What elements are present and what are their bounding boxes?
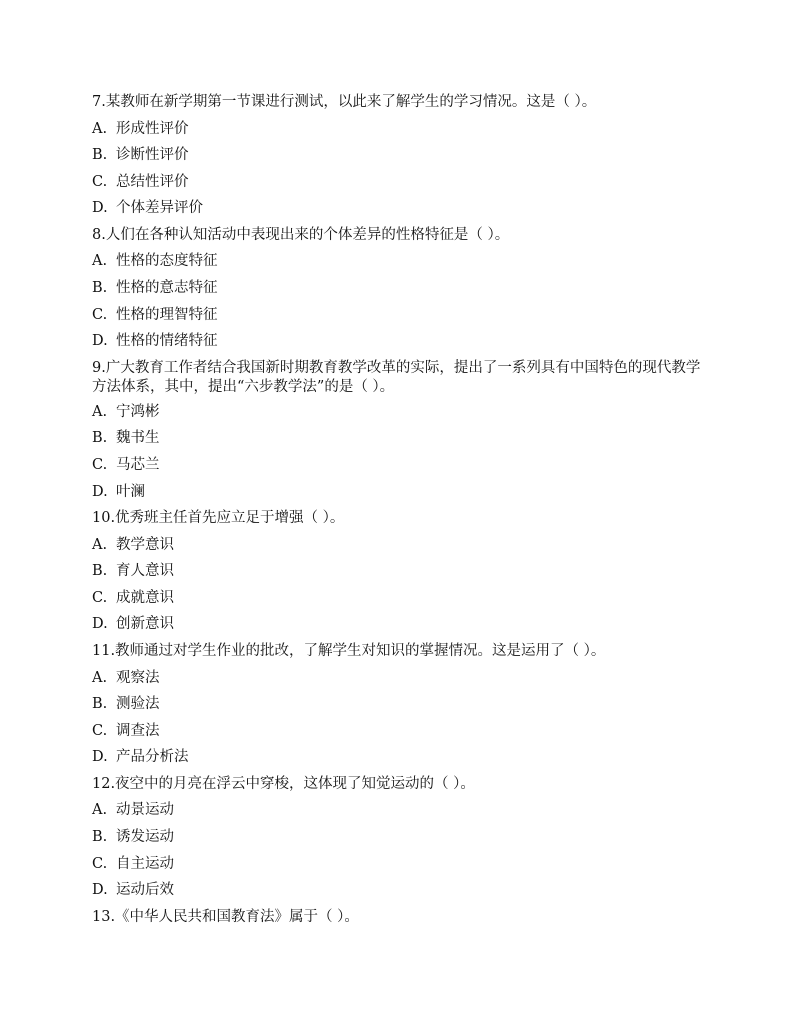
option-item [92, 559, 708, 586]
question-block [92, 90, 708, 223]
option-letter: C. [92, 306, 108, 323]
option-item [92, 612, 708, 639]
option-text: 马芯兰 [116, 456, 160, 473]
option-letter: B. [92, 696, 108, 713]
option-letter: C. [92, 456, 108, 473]
option-letter: C. [92, 589, 108, 606]
option-item [92, 249, 708, 276]
option-text: 诱发运动 [116, 828, 174, 845]
option-text: 自主运动 [116, 855, 174, 872]
option-letter: B. [92, 828, 108, 845]
option-letter: A. [92, 802, 108, 819]
option-text: 育人意识 [116, 563, 174, 580]
option-text: 调查法 [116, 722, 160, 739]
option-letter: B. [92, 147, 108, 164]
option-letter: C. [92, 722, 108, 739]
question-block [92, 905, 708, 932]
question-text: 8.人们在各种认知活动中表现出来的个体差异的性格特征是（ ）。 [92, 226, 510, 243]
option-text: 运动后效 [116, 882, 174, 899]
option-text: 教学意识 [116, 536, 174, 553]
question-text: 7.某教师在新学期第一节课进行测试，以此来了解学生的学习情况。这是（ ）。 [92, 94, 597, 110]
option-item [92, 586, 708, 613]
question-text: 9.广大教育工作者结合我国新时期教育教学改革的实际，提出了一系列具有中国特色的现代教学方法体系，其中，提出“六步教学法”的是（ ）。 [92, 359, 701, 395]
option-item [92, 117, 708, 144]
option-item [92, 400, 708, 427]
question-block [92, 506, 708, 639]
option-letter: A. [92, 669, 108, 686]
option-text: 魏书生 [116, 430, 160, 447]
option-text: 成就意识 [116, 589, 174, 606]
option-text: 宁鸿彬 [116, 403, 160, 420]
option-item [92, 453, 708, 480]
option-letter: A. [92, 403, 108, 420]
option-text: 测验法 [116, 696, 160, 713]
option-item [92, 719, 708, 746]
exam-page [92, 90, 708, 931]
option-item [92, 276, 708, 303]
option-item [92, 798, 708, 825]
option-letter: C. [92, 173, 108, 190]
option-text: 性格的态度特征 [116, 253, 218, 270]
question-text: 12.夜空中的月亮在浮云中穿梭，这体现了知觉运动的（ ）。 [92, 775, 475, 792]
option-item [92, 878, 708, 905]
option-text: 性格的意志特征 [116, 279, 218, 296]
option-text: 创新意识 [116, 616, 174, 633]
question-text: 10.优秀班主任首先应立足于增强（ ）。 [92, 510, 345, 527]
option-letter: C. [92, 855, 108, 872]
option-text: 动景运动 [116, 802, 174, 819]
option-text: 形成性评价 [116, 120, 189, 137]
question-text: 11.教师通过对学生作业的批改，了解学生对知识的掌握情况。这是运用了（ ）。 [92, 643, 606, 659]
option-letter: D. [92, 333, 108, 350]
option-letter: B. [92, 430, 108, 447]
option-letter: D. [92, 483, 108, 500]
option-item [92, 303, 708, 330]
option-letter: A. [92, 253, 108, 270]
option-item [92, 533, 708, 560]
option-item [92, 329, 708, 356]
option-item [92, 170, 708, 197]
option-letter: D. [92, 616, 108, 633]
option-text: 观察法 [116, 669, 160, 686]
option-item [92, 426, 708, 453]
option-text: 个体差异评价 [116, 200, 203, 217]
option-item [92, 745, 708, 772]
option-item [92, 196, 708, 223]
option-letter: D. [92, 200, 108, 217]
question-block [92, 639, 708, 772]
option-letter: D. [92, 749, 108, 766]
option-text: 叶澜 [116, 483, 145, 500]
question-block [92, 223, 708, 356]
question-block [92, 772, 708, 905]
option-letter: B. [92, 279, 108, 296]
option-letter: A. [92, 536, 108, 553]
question-text: 13.《中华人民共和国教育法》属于（ ）。 [92, 908, 359, 925]
question-block [92, 356, 708, 506]
option-item [92, 480, 708, 507]
option-item [92, 666, 708, 693]
option-item [92, 143, 708, 170]
option-text: 产品分析法 [116, 749, 189, 766]
option-item [92, 852, 708, 879]
option-letter: D. [92, 882, 108, 899]
option-item [92, 692, 708, 719]
option-letter: B. [92, 563, 108, 580]
option-text: 总结性评价 [116, 173, 189, 190]
option-text: 性格的情绪特征 [116, 333, 218, 350]
option-text: 诊断性评价 [116, 147, 189, 164]
option-item [92, 825, 708, 852]
option-letter: A. [92, 120, 108, 137]
option-text: 性格的理智特征 [116, 306, 218, 323]
